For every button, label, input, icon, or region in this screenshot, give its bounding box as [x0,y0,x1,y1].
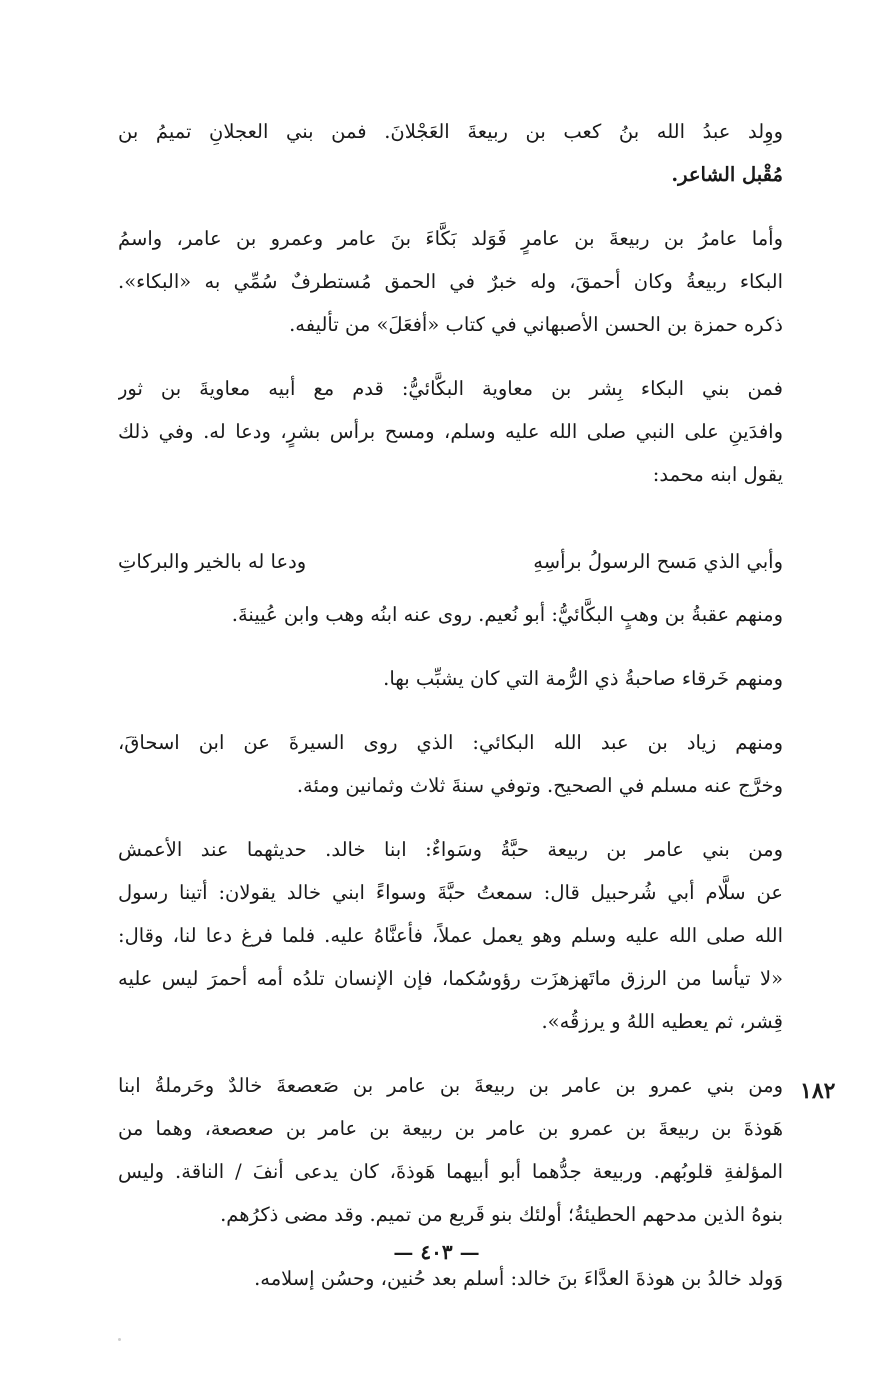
text-line: ووِلد عبدُ الله بنُ كعب بن ربيعةَ العَجْلانَ. فمن بني العجلانِ تميمُ بن [118,120,783,143]
text-line: ومن بني عمرو بن عامر بن ربيعةَ بن عامر بن صَعصعةَ خالدٌ وحَرملةُ ابنا [118,1074,783,1097]
poem-second-hemistich: ودعا له بالخير والبركاتِ [118,550,307,573]
text-line: يقول ابنه محمد: [652,463,783,486]
text-line: فمن بني البكاء بِشر بن معاوية البكَّائيُّ: قدم مع أبيه معاويةَ بن ثور [118,377,783,400]
text-line: «لا تيأسا من الرزق ماتَهزهزَت رؤوسُكما، فإن الإنسان تلدُه أمه أحمرَ ليس عليه [118,967,783,990]
paragraph-uqba [118,593,783,636]
text-line: البكاء ربيعةُ وكان أحمقَ، وله خبرٌ في الحمق مُستطرفٌ سُمِّي به «البكاء». [118,270,783,293]
paragraph-amir [118,217,783,346]
text-line: قِشر، ثم يعطيه اللهُ و يرزقُه». [541,1010,783,1033]
text-line: مُقْبل الشاعر. [671,163,783,186]
text-line: وافدَينِ على النبي صلى الله عليه وسلم، ومسح برأس بشرٍ، ودعا له. وفي ذلك [118,420,783,443]
margin-reference-number: ١٨٢ [800,1078,836,1104]
text-line: وأما عامرُ بن ربيعةَ بن عامرٍ فَوَلد بَكَّاءَ بنَ عامر وعمرو بن عامر، واسمُ [118,227,783,250]
text-line: المؤلفةِ قلوبُهم. وربيعة جدُّهما أبو أبيهما هَوذةَ، كان يدعى أنفَ / الناقة. وليس [118,1160,783,1183]
paragraph-bishr [118,367,783,496]
text-line: هَوذةَ بن ربيعةَ بن عمرو بن عامر بن ربيعة بن عامر بن صعصعة، وهما من [118,1117,783,1140]
text-line: ومن بني عامر بن ربيعة حبَّةُ وسَواءٌ: ابنا خالد. حديثهما عند الأعمش [118,838,783,861]
page-body [118,110,783,1300]
text-line: ومنهم خَرقاء صاحبةُ ذي الرُّمة التي كان يشبِّب بها. [383,667,783,690]
paragraph-amr [118,1064,783,1236]
paragraph-ziyad [118,721,783,807]
paragraph-kharqa [118,657,783,700]
paragraph-habba [118,828,783,1043]
page-number: — ٤٠٣ — [393,1240,480,1264]
poem-first-hemistich: وأبي الذي مَسح الرسولُ برأسِهِ [533,550,783,573]
paper-speck [118,1338,121,1341]
paragraph-ajlan [118,110,783,196]
text-line: الله صلى الله عليه وسلم وهو يعمل عملاً، فأعنَّاهُ عليه. فلما فرغ دعا لنا، وقال: [118,924,783,947]
poem-verse [118,540,783,583]
text-line: ومنهم زياد بن عبد الله البكائي: الذي روى السيرةَ عن ابن اسحاقَ، [118,731,783,754]
text-line: عن سلَّام أبي شُرحبيل قال: سمعتُ حبَّةَ وسواءً ابني خالد يقولان: أتينا رسول [118,881,783,904]
text-line: ذكره حمزة بن الحسن الأصبهاني في كتاب «أفعَلَ» من تأليفه. [289,313,783,336]
text-line: وخرَّج عنه مسلم في الصحيح. وتوفي سنةَ ثلاث وثمانين ومئة. [296,774,783,797]
text-line: وَولد خالدُ بن هوذةَ العدَّاءَ بنَ خالد: أسلم بعد حُنين، وحسُن إسلامه. [254,1267,783,1290]
text-line: بنوهُ الذين مدحهم الحطيئةُ؛ أولئك بنو قَريع من تميم. وقد مضى ذكرُهم. [220,1203,783,1226]
text-line: ومنهم عقبةُ بن وهبٍ البكَّائيُّ: أبو نُعيم. روى عنه ابنُه وهب وابن عُيينةَ. [231,603,783,626]
